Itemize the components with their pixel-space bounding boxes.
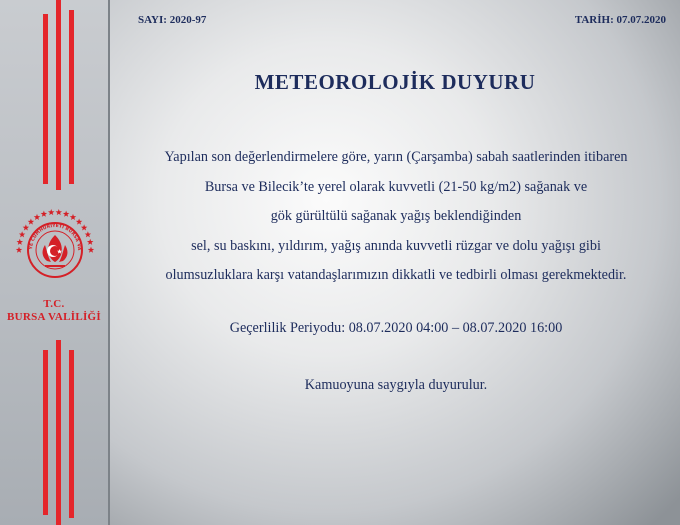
body-line: Yapılan son değerlendirmelere göre, yarın (Çarşamba) sabah saatlerinden itibaren (164, 149, 628, 165)
red-stripe (56, 0, 61, 190)
seal-star-icon (16, 247, 22, 253)
seal-star-icon (48, 209, 54, 215)
announcement-body (112, 143, 680, 291)
document-number: SAYI: 2020-97 (138, 14, 207, 26)
seal-star-icon (85, 231, 91, 237)
red-stripe (43, 350, 48, 515)
seal-star-icon (63, 211, 69, 217)
seal-star-icon (81, 224, 87, 230)
seal-star-icon (56, 209, 62, 215)
red-stripe (69, 350, 74, 518)
seal-star-icon (76, 219, 82, 225)
org-short-label: T.C. (43, 298, 65, 310)
org-name-label: BURSA VALİLİĞİ (7, 311, 101, 323)
seal-star-icon (41, 211, 47, 217)
seal-star-icon (17, 239, 23, 245)
body-line: gök gürültülü sağanak yağış beklendiğinden (270, 208, 522, 225)
sidebar (0, 0, 108, 525)
seal-star-icon (88, 247, 94, 253)
seal-text: YE CUMHURİYETİ BURSA VA (28, 223, 82, 251)
seal-star-icon (34, 214, 40, 220)
seal-star-icon (28, 219, 34, 225)
document-date: TARİH: 07.07.2020 (574, 14, 666, 26)
announcement-title: METEOROLOJİK DUYURU (254, 70, 536, 94)
closing-line: Kamuoyuna saygıyla duyurulur. (304, 377, 488, 393)
body-line: sel, su baskını, yıldırım, yağış anında kuvvetli rüzgar ve dolu yağışı gibi (191, 237, 601, 254)
seal-star-icon (70, 214, 76, 220)
seal-star-icon (19, 231, 25, 237)
red-stripe (56, 340, 61, 525)
red-stripe (69, 10, 74, 184)
body-line: olumsuzluklara karşı vatandaşlarımızın dikkatli ve tedbirli olması gerekmektedir. (165, 267, 627, 284)
governorship-seal-icon (11, 205, 99, 287)
seal-star-icon (23, 224, 29, 230)
body-line: Bursa ve Bilecik’te yerel olarak kuvvetli (21-50 kg/m2) sağanak ve (204, 178, 588, 195)
red-stripe (43, 14, 48, 184)
validity-period: Geçerlilik Periyodu: 08.07.2020 04:00 – 08.07.2020 16:00 (229, 320, 563, 336)
seal-star-icon (87, 239, 93, 245)
